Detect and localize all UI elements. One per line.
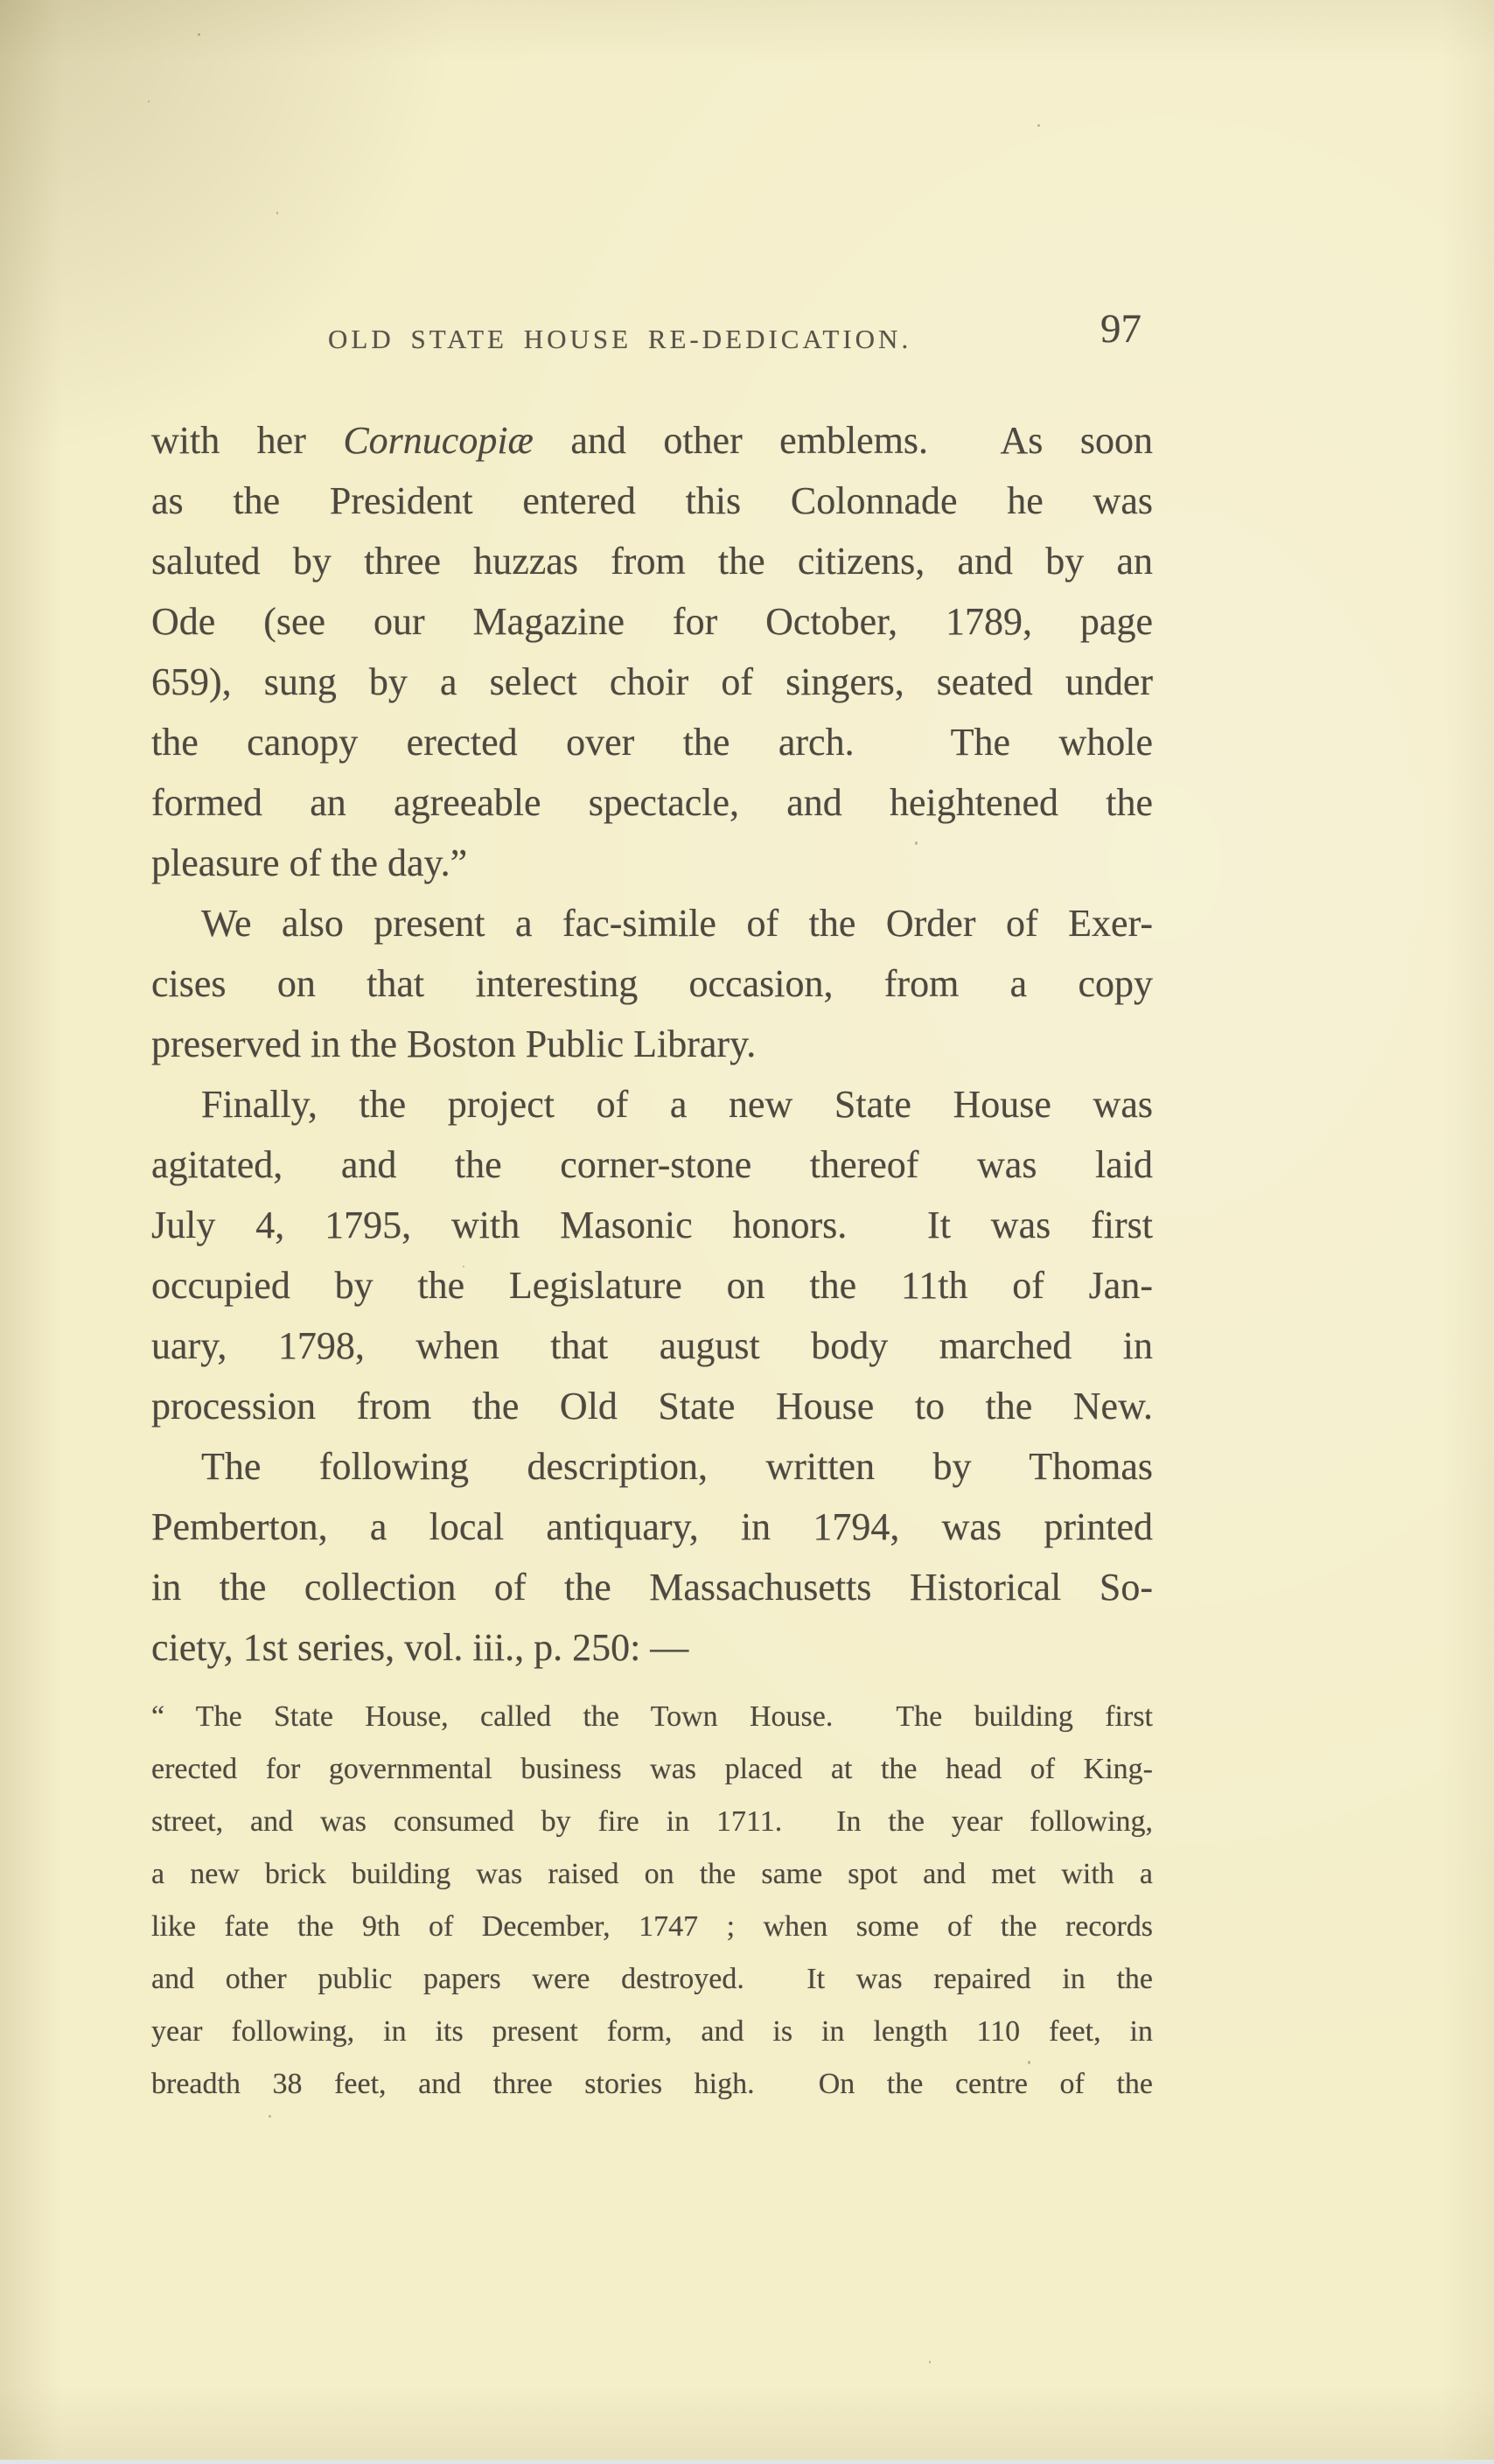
text-line [151,772,1153,833]
paper-speck [148,101,150,102]
text-line [151,410,1153,471]
text-segment: 659), sung by a select choir of singers, seated under [151,660,1153,703]
text-segment: Ode (see our Magazine for October, 1789, page [151,600,1153,643]
text-segment: preserved in the Boston Public Library. [151,1023,757,1065]
text-segment: with her [151,419,344,462]
text-segment: We also present a fac-simile of the Order of Exer- [201,902,1153,945]
paper-speck [915,841,918,845]
text-segment: occupied by the Legislature on the 11th of Jan- [151,1264,1153,1307]
body-text-column [151,410,1153,2111]
text-segment: ciety, 1st series, vol. iii., p. 250: — [151,1626,689,1669]
text-line [151,1557,1153,1617]
text-line [151,1255,1153,1316]
text-line [151,1195,1153,1255]
page-number: 97 [1100,306,1141,352]
text-segment: Finally, the project of a new State House was [201,1083,1153,1126]
text-segment: uary, 1798, when that august body marched in [151,1324,1153,1367]
scan-bottom-edge [0,2460,1494,2464]
text-line [151,652,1153,712]
text-segment: procession from the Old State House to the New. [151,1385,1153,1427]
text-line [151,1376,1153,1436]
text-segment: and other public papers were destroyed. It was repaired in the [151,1963,1153,1995]
text-line [151,1014,1153,1074]
text-line [151,1316,1153,1376]
text-line [151,1743,1153,1796]
text-segment: The following description, written by Thomas [201,1445,1153,1488]
text-segment: pleasure of the day.” [151,841,468,884]
text-segment: as the President entered this Colonnade he was [151,479,1153,522]
text-segment: saluted by three huzzas from the citizens, and by an [151,540,1153,583]
text-segment: and other emblems. As soon [533,419,1153,462]
text-line [151,471,1153,531]
text-line [151,1074,1153,1134]
text-segment: agitated, and the corner-stone thereof was laid [151,1143,1153,1186]
paper-speck [463,1266,464,1267]
paper-speck [276,212,278,214]
text-segment: street, and was consumed by fire in 1711. In the year following, [151,1805,1153,1838]
text-line [151,1796,1153,1848]
text-segment: a new brick building was raised on the same spot and met with a [151,1858,1153,1890]
text-line [151,1901,1153,1953]
text-line [151,1617,1153,1678]
text-segment: July 4, 1795, with Masonic honors. It was first [151,1204,1153,1246]
text-segment: formed an agreeable spectacle, and heightened the [151,781,1153,824]
text-segment: in the collection of the Massachusetts Historical So- [151,1566,1153,1609]
text-line [151,531,1153,591]
paper-speck [1037,124,1040,127]
paper-speck [269,2115,271,2118]
running-title: OLD STATE HOUSE RE-DEDICATION. [328,324,912,354]
text-line [151,1497,1153,1557]
paper-speck [198,33,200,36]
paper-speck [1028,2061,1030,2064]
text-line [151,893,1153,953]
text-segment: erected for governmental business was placed at the head of King- [151,1753,1153,1785]
text-line [151,833,1153,893]
text-segment: Pemberton, a local antiquary, in 1794, was printed [151,1505,1153,1548]
text-segment: year following, in its present form, and is in length 110 feet, in [151,2015,1153,2048]
text-line [151,1134,1153,1195]
italic-text-segment: Cornucopiæ [343,419,534,462]
text-line [151,2058,1153,2111]
text-line [151,1436,1153,1497]
text-segment: cises on that interesting occasion, from a copy [151,962,1153,1005]
text-segment: “ The State House, called the Town House. The building first [151,1700,1153,1733]
text-segment: like fate the 9th of December, 1747 ; when some of the records [151,1910,1153,1943]
text-line [151,953,1153,1014]
text-line [151,2006,1153,2058]
text-segment: the canopy erected over the arch. The whole [151,721,1153,764]
text-segment: breadth 38 feet, and three stories high. On the centre of the [151,2068,1153,2100]
paper-speck [929,2361,931,2363]
text-line [151,1953,1153,2006]
text-line [151,1691,1153,1743]
text-line [151,591,1153,652]
text-line [151,712,1153,772]
text-line [151,1848,1153,1901]
